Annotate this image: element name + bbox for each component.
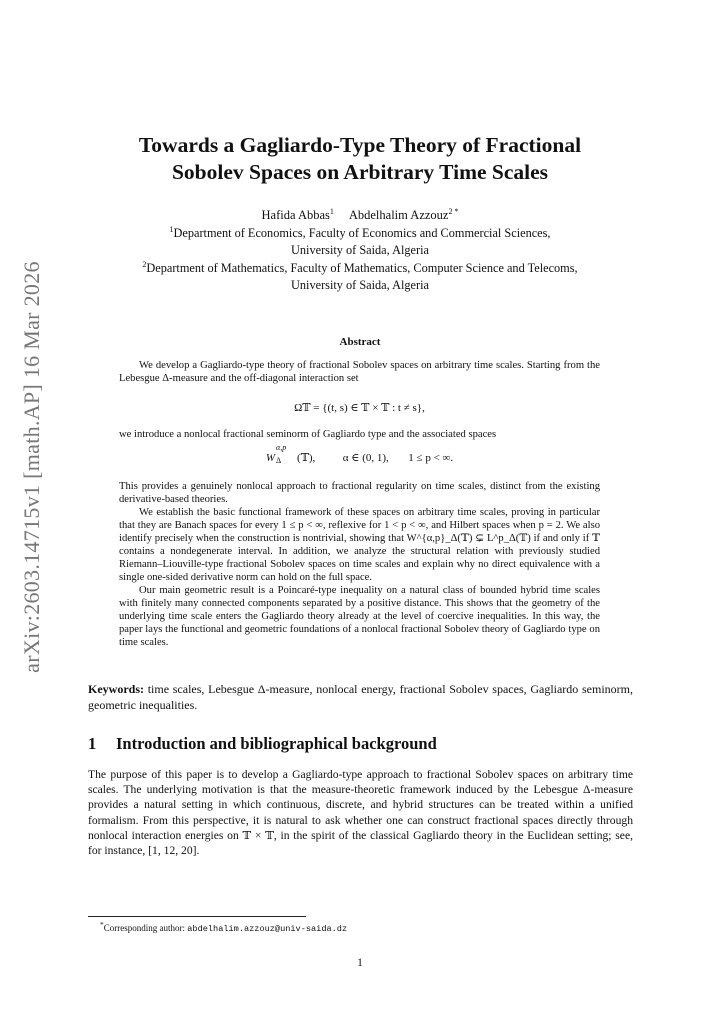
abstract-p3-text: This provides a genuinely nonlocal approach to fractional regularity on time scales, distinct from the existing derivative-based theories. [119,481,600,505]
keywords-text: time scales, Lebesgue Δ-measure, nonlocal energy, fractional Sobolev spaces, Gagliardo seminorm, geometric inequalities. [88,682,634,712]
affiliation-1 [88,221,632,259]
abstract-p4-text: We establish the basic functional framework of these spaces on arbitrary time scales, proving in particular that they are Banach spaces for every 1 ≤ p < ∞, reflexive for 1 < p < ∞, and Hilbert spaces when p = 2. We also identify precisely when the construction is nontrivial, showing that W^{α,p}_Δ(𝕋) ⊊ L^p_Δ(𝕋) if and only if 𝕋 contains a nondegenerate interval. In addition, we analyze the structural relation with previously studied Riemann–Liouville-type fractional Sobolev spaces on time scales and explain why no direct equivalence with a single one-sided derivative norm can hold on the full space. [119,507,600,583]
footnote [100,920,347,934]
section-1-p1-text: The purpose of this paper is to develop a Gagliardo-type approach to fractional Sobolev spaces on arbitrary time scales. The underlying motivation is that the measure-theoretic framework induced by the Lebesgue Δ-measure provides a natural setting in which continuous, discrete, and hybrid structures can be treated within a unified formalism. From this perspective, it is natural to ask whether one can construct fractional spaces directly through nonlocal interaction energies on 𝕋 × 𝕋, in the spirit of the classical Gagliardo theory in the Euclidean setting; see, for instance, [1, 12, 20]. [88,768,633,858]
page-number: 1 [357,957,363,969]
title-line-2: Sobolev Spaces on Arbitrary Time Scales [171,160,549,184]
arxiv-identifier[interactable]: arXiv:2603.14715v1 [math.AP] 16 Mar 2026 [19,261,44,673]
arxiv-side-stamp [16,261,48,673]
section-1-title: Introduction and bibliographical background [116,734,437,753]
equation-2-argument: (𝕋), [297,452,316,464]
author-2: Abdelhalim Azzouz [348,208,449,223]
equation-1-text: Ω𝕋 = {(t, s) ∈ 𝕋 × 𝕋 : t ≠ s}, [294,402,425,414]
equation-sobolev-space [119,443,600,465]
equation-2-condition-alpha: α ∈ (0, 1), [342,452,389,464]
author-1: Hafida Abbas [261,208,330,223]
affiliation-1-line-2: University of Saida, Algeria [291,243,429,258]
abstract-paragraph-3 [119,480,600,649]
title-line-1: Towards a Gagliardo-Type Theory of Fractional [138,133,582,157]
equation-2-subscript: Δ [276,456,282,465]
equation-2-space: W [265,452,276,464]
footnote-rule [88,916,306,917]
affiliation-2-mark: 2 [142,260,147,269]
affiliation-2-line-2: University of Saida, Algeria [291,278,429,293]
affiliation-1-line-1: Department of Economics, Faculty of Economics and Commercial Sciences, [173,226,551,241]
section-1-paragraph-1 [88,767,633,858]
footnote-label: Corresponding author: [103,923,188,933]
abstract-paragraph-1 [119,359,600,385]
abstract-p2-text: we introduce a nonlocal fractional seminorm of Gagliardo type and the associated spaces [119,429,497,440]
affiliation-2-line-1: Department of Mathematics, Faculty of Mathematics, Computer Science and Telecoms, [146,261,578,276]
equation-2-superscript: α,p [276,443,287,452]
equation-2-condition-p: 1 ≤ p < ∞. [408,452,454,464]
abstract-heading: Abstract [339,336,381,348]
affiliation-2 [88,256,632,294]
affiliation-1-mark: 1 [169,225,174,234]
paper-title [88,132,632,186]
author-2-affil-mark: 2 * [448,207,459,216]
keywords-label: Keywords: [88,682,144,696]
abstract-p5-text: Our main geometric result is a Poincaré-type inequality on a natural class of bounded hybrid time scales with finitely many connected components separated by a positive distance. This shows that the geometry of the underlying time scale enters the Gagliardo theory already at the level of coercive inequalities. In this way, the paper lays the functional and geometric foundations of a nonlocal fractional Sobolev theory of Gagliardo type on time scales. [119,585,600,648]
keywords-block [88,681,633,713]
footnote-mark: * [100,920,104,929]
equation-interaction-set [119,401,600,414]
corresponding-author-email[interactable]: abdelhalim.azzouz@univ-saida.dz [187,924,348,934]
author-1-affil-mark: 1 [329,207,334,216]
section-1-heading [88,734,437,754]
section-1-number: 1 [88,734,97,753]
abstract-p1-text: We develop a Gagliardo-type theory of fractional Sobolev spaces on arbitrary time scales. Starting from the Lebesgue Δ-measure and the off-diagonal interaction set [119,360,600,384]
abstract-paragraph-2 [119,428,600,441]
